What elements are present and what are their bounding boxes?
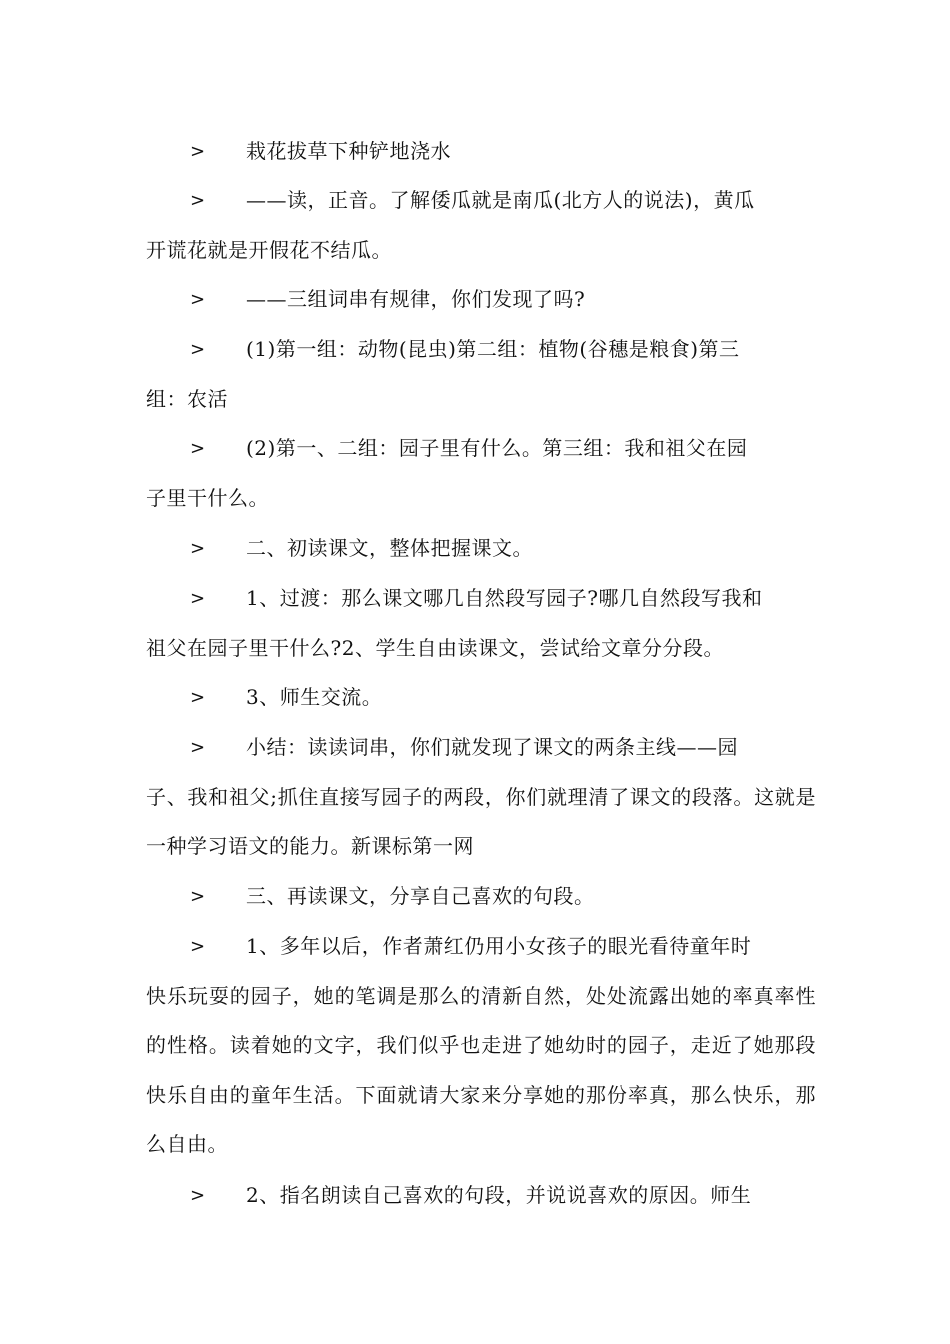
paragraph-first-line: 2、指名朗读自己喜欢的句段，并说说喜欢的原因。师生 xyxy=(246,1183,752,1207)
paragraph-first-line: 二、初读课文，整体把握课文。 xyxy=(246,536,533,560)
paragraph-first-line: ——三组词串有规律，你们发现了吗? xyxy=(246,287,586,311)
paragraph-first-line: 小结：读读词串，你们就发现了课文的两条主线——园 xyxy=(246,735,738,759)
paragraph-first-line: (1)第一组：动物(昆虫)第二组：植物(谷穗是粮食)第三 xyxy=(246,337,740,361)
paragraph xyxy=(146,424,816,523)
bullet-arrow-icon: > xyxy=(190,289,206,310)
bullet-arrow-icon: > xyxy=(190,538,206,559)
paragraph-continuation: 祖父在园子里干什么?2、学生自由读课文，尝试给文章分分段。 xyxy=(146,635,724,660)
paragraph xyxy=(146,723,816,872)
paragraph xyxy=(146,325,816,424)
bullet-arrow-icon: > xyxy=(190,190,206,211)
paragraph xyxy=(146,275,816,325)
bullet-arrow-icon: > xyxy=(190,339,206,360)
paragraph-continuation: 子里干什么。 xyxy=(146,485,269,510)
bullet-arrow-icon: > xyxy=(190,141,206,162)
paragraph xyxy=(146,1171,816,1221)
paragraph-continuation: 快乐玩耍的园子，她的笔调是那么的清新自然，处处流露出她的率真率性的性格。读着她的文字，我们似乎也走进了她幼时的园子，走近了她那段快乐自由的童年生活。下面就请大家来分享她的那份率真，那么快乐，那么自由。 xyxy=(146,983,816,1156)
paragraph xyxy=(146,673,816,723)
paragraph xyxy=(146,524,816,574)
bullet-arrow-icon: > xyxy=(190,1185,206,1206)
paragraph-first-line: 3、师生交流。 xyxy=(246,685,383,709)
paragraph-first-line: 栽花拔草下种铲地浇水 xyxy=(246,139,451,163)
paragraph xyxy=(146,922,816,1170)
bullet-arrow-icon: > xyxy=(190,687,206,708)
paragraph-first-line: 三、再读课文，分享自己喜欢的句段。 xyxy=(246,884,595,908)
paragraph xyxy=(146,176,816,275)
bullet-arrow-icon: > xyxy=(190,588,206,609)
bullet-arrow-icon: > xyxy=(190,737,206,758)
paragraph-continuation: 开谎花就是开假花不结瓜。 xyxy=(146,237,392,262)
paragraph xyxy=(146,127,816,177)
paragraph-first-line: 1、过渡：那么课文哪几自然段写园子?哪几自然段写我和 xyxy=(246,586,763,610)
paragraph-first-line: (2)第一、二组：园子里有什么。第三组：我和祖父在园 xyxy=(246,436,748,460)
paragraph-first-line: 1、多年以后，作者萧红仍用小女孩子的眼光看待童年时 xyxy=(246,934,752,958)
bullet-arrow-icon: > xyxy=(190,936,206,957)
paragraph xyxy=(146,872,816,922)
paragraph-continuation: 组：农活 xyxy=(146,386,228,411)
bullet-arrow-icon: > xyxy=(190,438,206,459)
paragraph-continuation: 子、我和祖父;抓住直接写园子的两段，你们就理清了课文的段落。这就是一种学习语文的能力。新课标第一网 xyxy=(146,784,816,858)
paragraph-first-line: ——读，正音。了解倭瓜就是南瓜(北方人的说法)，黄瓜 xyxy=(246,188,755,212)
bullet-arrow-icon: > xyxy=(190,886,206,907)
paragraph xyxy=(146,574,816,673)
